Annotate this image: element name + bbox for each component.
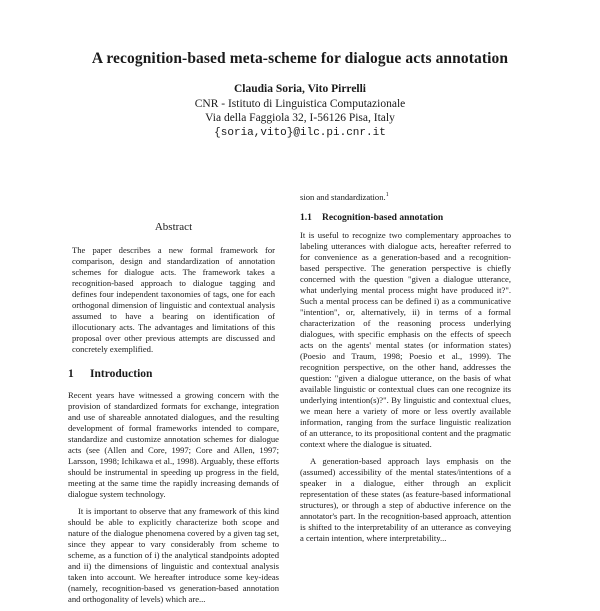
subsection-title: Recognition-based annotation: [322, 212, 444, 223]
author-block: [100, 82, 500, 140]
continued-text: [300, 190, 511, 203]
paper-title: A recognition-based meta-scheme for dialogue acts annotation: [91, 50, 509, 67]
section-number: 1: [68, 368, 74, 380]
recognition-paragraph-2: A generation-based approach lays emphasis on the (assumed) accessibility of the mental states/intentions of a speaker in a dialogue, either through an explicit representation of these states (as feature-based informational structures), or through a step of abductive inference on the annotator's part. In the recognition-based approach, attention is shifted to the interpretability of an utterance as conveying a certain intention, where interpretability...: [300, 455, 511, 543]
abstract-text: The paper describes a new formal framework for comparison, design and standardization of annotation schemes for dialogue acts. The framework takes a recognition-based approach to dialogue tagging and defines four independent taxonomies of tags, one for each orthogonal dimension of linguistic and contextual analysis assumed to have a bearing on identification of illocutionary acts. The advantages and limitations of this proposal over other previous attempts are discussed and concretely exemplified.: [72, 245, 275, 354]
abstract-heading: Abstract: [154, 221, 193, 233]
left-column: [68, 222, 279, 611]
intro-paragraph-2: It is important to observe that any framework of this kind should be able to explicitly characterize both scope and nature of the dialogue phenomena covered by a given tag set, since they appear to vary considerably from scheme to scheme, as a function of i) the analytical standpoints adopted and ii) the dimensions of linguistic and contextual analysis taken into account. We hereafter introduce some key-ideas (namely, recognition-based vs generation-based annotation and orthogonality of levels) which are...: [68, 506, 279, 604]
subsection-number: 1.1: [300, 212, 312, 223]
continued-sentence: sion and standardization.: [300, 191, 386, 202]
footnote-mark: 1: [385, 192, 389, 198]
subsection-heading-recognition: [300, 213, 511, 224]
section-heading-introduction: [68, 369, 279, 380]
right-column: [300, 190, 511, 550]
recognition-paragraph-1: It is useful to recognize two complementary approaches to labeling utterances with dialogue acts, hereafter referred to for convenience as a generation-based and a recognition-based perspective. The generation perspective is chiefly concerned with the question "given a dialogue utterance, what underlying mental process might have produced it?". Such a mental process can be defined i) as a communicative "intention", or, alternatively, ii) in terms of a formal characterization of the reasoning process underlying dialogues, with specific emphasis on the effects of speech acts on the agents' mental states (or information states) (Poesio and Traum, 1998; Poesio et al., 1999). The recognition perspective, on the other hand, addresses the question: "given a dialogue utterance, on the basis of what available linguistic or contextual clues can one recognize its underlying intention(s)?". By linguistic and contextual clues, we mean here a variety of more or less overtly available information, ranging from the surface linguistic realization of an utterance, to its propositional content and the pragmatic context where the dialogue is situated.: [300, 229, 511, 449]
section-title: Introduction: [90, 368, 153, 380]
email: {soria,vito}@ilc.pi.cnr.it: [214, 126, 386, 139]
author-names: Claudia Soria, Vito Pirrelli: [233, 83, 367, 95]
address: Via della Faggiola 32, I-56126 Pisa, Italy: [205, 112, 395, 124]
affiliation: CNR - Istituto di Linguistica Computazionale: [194, 97, 406, 110]
intro-paragraph-1: Recent years have witnessed a growing concern with the provision of standardized formats for exchange, integration and use of shareable annotated dialogues, and the resulting development of formal frameworks intended to compare, standardize and customize annotation schemes for dialogue acts (see (Allen and Core, 1997; Core and Allen, 1997; Larsson, 1998; Ichikawa et al., 1998). Arguably, these efforts should be instrumental in speeding up progress in the field, meeting at the same time the rapidly increasing demands of dialogue system technology.: [68, 390, 279, 499]
